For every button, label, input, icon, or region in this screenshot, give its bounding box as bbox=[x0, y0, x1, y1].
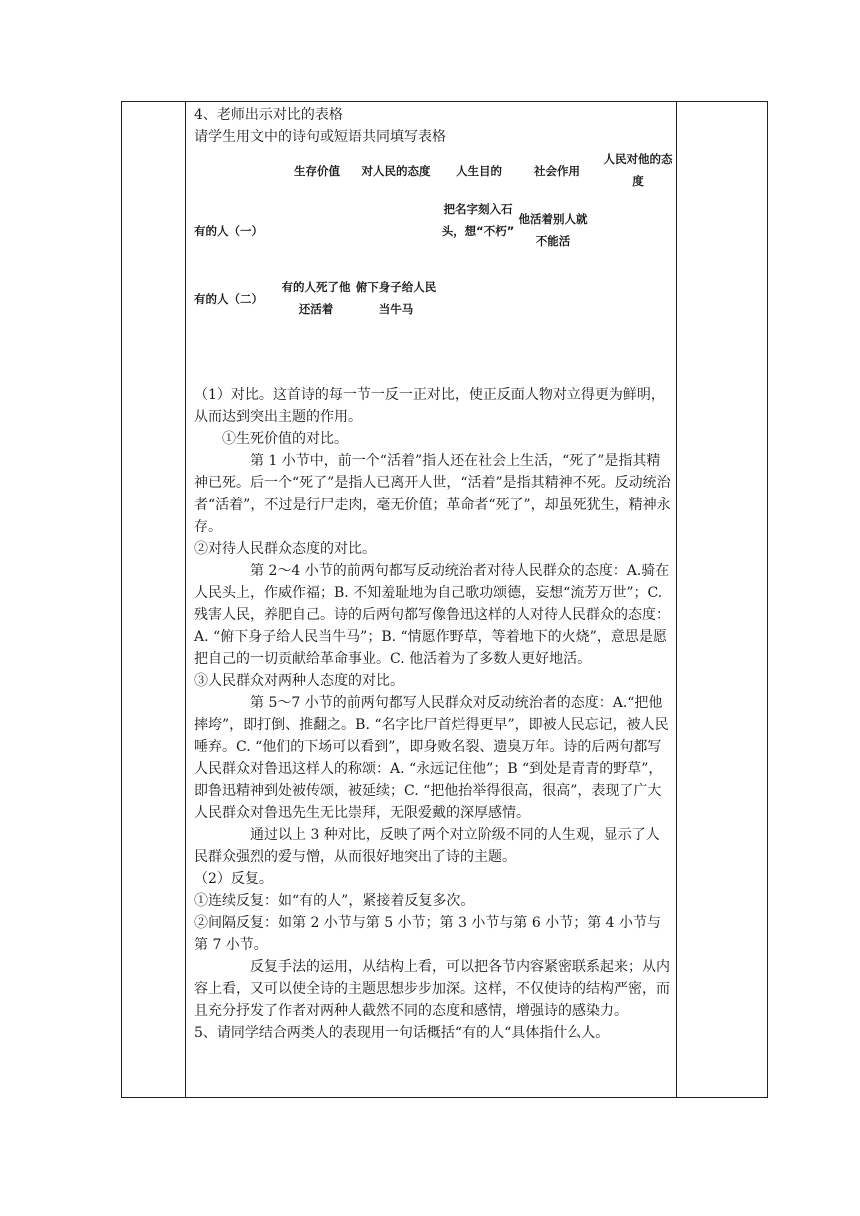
row2-survival-value: 有的人死了他还活着 bbox=[281, 280, 351, 316]
para-repetition-continuous: ①连续反复：如“有的人”，紧接着反复多次。 bbox=[194, 893, 475, 909]
header-attitude-to-people: 对人民的态度 bbox=[361, 164, 431, 178]
header-people-attitude: 人民对他的态度 bbox=[603, 152, 673, 188]
column-divider-left bbox=[185, 101, 186, 1098]
header-survival-value: 生存价值 bbox=[294, 164, 340, 178]
column-divider-right bbox=[676, 101, 677, 1098]
row1-label: 有的人（一） bbox=[194, 224, 263, 238]
row2-label: 有的人（二） bbox=[194, 292, 263, 306]
row1-life-purpose: 把名字刻入石头，想“不朽” bbox=[441, 202, 515, 238]
para-repetition-effect: 反复手法的运用，从结构上看，可以把各节内容紧密联系起来；从内容上看，又可以使全诗的主题思想步步加深。这样，不仅使诗的结构严密，而且充分抒发了作者对两种人截然不同的态度和感情，增强诗的感染力。 bbox=[194, 959, 670, 1019]
step4-title: 4、老师出示对比的表格 bbox=[194, 107, 343, 123]
step4-instruction: 请学生用文中的诗句或短语共同填写表格 bbox=[194, 129, 446, 145]
para-life-death-heading: ①生死价值的对比。 bbox=[222, 431, 348, 447]
para-life-death-body: 第 1 小节中，前一个“活着”指人还在社会上生活，“死了”是指其精神已死。后一个“死了”是指人已离开人世，“活着”是指其精神不死。反动统治者“活着”，不过是行尸走肉，毫无价值；革命者“死了”，却虽死犹生，精神永存。 bbox=[194, 453, 671, 535]
para-contrast-intro: （1）对比。这首诗的每一节一反一正对比，使正反面人物对立得更为鲜明，从而达到突出主题的作用。 bbox=[194, 387, 665, 425]
header-social-role: 社会作用 bbox=[534, 164, 580, 178]
header-life-purpose: 人生目的 bbox=[456, 164, 502, 178]
para-summary: 通过以上 3 种对比，反映了两个对立阶级不同的人生观，显示了人民群众强烈的爱与憎，从而很好地突出了诗的主题。 bbox=[194, 827, 660, 865]
para-repetition-intro: （2）反复。 bbox=[194, 871, 273, 887]
para-attitude-heading: ②对待人民群众态度的对比。 bbox=[194, 541, 376, 557]
para-people-heading: ③人民群众对两种人态度的对比。 bbox=[194, 673, 404, 689]
para-people-body: 第 5～7 小节的前两句都写人民群众对反动统治者的态度：A.“把他摔垮”，即打倒、推翻之。B. “名字比尸首烂得更早”，即被人民忘记，被人民唾弃。C. “他们的下场可以看到”，即身败名裂、遗臭万年。诗的后两句都写人民群众对鲁迅这样人的称颂：A. “永远记住他”；B “到处是青青的野草”，即鲁迅精神到处被传颂，被延续；C. “把他抬举得很高，很高”，表现了广大人民群众对鲁迅先生无比崇拜，无限爱戴的深厚感情。 bbox=[194, 695, 669, 821]
row1-social-role: 他活着别人就不能活 bbox=[518, 212, 588, 248]
step5-question: 5、请同学结合两类人的表现用一句话概括“有的人“具体指什么人。 bbox=[194, 1025, 610, 1041]
comparison-table bbox=[194, 148, 672, 384]
row2-attitude-to-people: 俯下身子给人民当牛马 bbox=[355, 280, 437, 316]
para-attitude-body: 第 2～4 小节的前两句都写反动统治者对待人民群众的态度：A.骑在人民头上，作威作福；B. 不知羞耻地为自己歌功颂德，妄想“流芳万世”；C. 残害人民，养肥自己。诗的后两句都写像鲁迅这样的人对待人民群众的态度：A. “俯下身子给人民当牛马”；B. “情愿作野草，等着地下的火烧”，意思是愿把自己的一切贡献给革命事业。C. 他活着为了多数人更好地活。 bbox=[194, 563, 670, 667]
para-repetition-interval: ②间隔反复：如第 2 小节与第 5 小节；第 3 小节与第 6 小节；第 4 小节与第 7 小节。 bbox=[194, 915, 662, 953]
lesson-content bbox=[194, 104, 672, 1044]
